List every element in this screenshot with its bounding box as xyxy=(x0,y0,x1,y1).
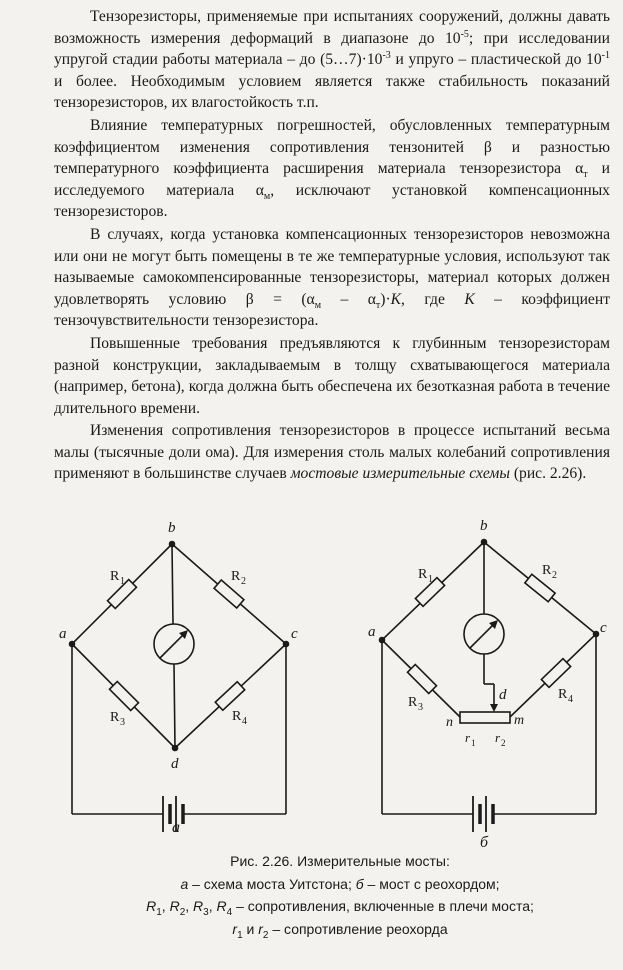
r3-sub: 3 xyxy=(120,717,125,728)
p1-text-4: и более. Необходимым условием является также стабильность показаний тензорезисторов, их влагостойкость т.п. xyxy=(54,72,610,112)
p3-sub-1: м xyxy=(314,299,322,311)
p3-k-symbol-2: K xyxy=(464,290,475,308)
r3-label: R xyxy=(408,695,418,710)
caption-r1: R xyxy=(146,898,157,914)
caption-line-3 xyxy=(60,895,620,918)
caption-r4-sub: 4 xyxy=(226,906,233,918)
figure-b-bridge-with-reochord xyxy=(360,512,620,851)
p1-text-1: Тензорезисторы, применяемые при испытаниях сооружений, должны давать возможность измерения деформаций в диапазоне до 10 xyxy=(54,8,610,47)
resistor-r2 xyxy=(525,574,555,601)
p3-k-symbol-1: K xyxy=(390,290,402,308)
node-c-dot xyxy=(284,642,289,647)
caption-r3-sub: 3 xyxy=(203,906,209,918)
node-a-label: a xyxy=(368,624,376,640)
p3-sub-2: т xyxy=(375,299,381,311)
node-b-label: b xyxy=(168,520,176,536)
caption-rr1-sub: 1 xyxy=(237,929,243,941)
caption-a-letter: а xyxy=(180,875,189,892)
caption-rr2-sub: 2 xyxy=(262,929,269,941)
node-b-dot xyxy=(170,542,175,547)
node-b-label: b xyxy=(480,518,488,534)
p1-sup-1: -5 xyxy=(460,28,469,40)
caption-r1-sub: 1 xyxy=(156,906,162,918)
caption-r2-sub: 2 xyxy=(179,906,186,918)
p2-text-3: , исключают установкой компенсационных тензорезисторов. xyxy=(54,181,610,221)
p2-text-1: Влияние температурных погрешностей, обусловленных температурным коэффициентом изменения сопротивления тензонитей β и разностью температурного коэффициента расширения материала тензорезистора α xyxy=(54,116,610,178)
reochord xyxy=(460,712,510,723)
caption-rr1: r xyxy=(232,920,238,937)
p1-sup-2: -3 xyxy=(382,50,391,61)
caption-r2: R xyxy=(169,898,180,914)
node-d-label: d xyxy=(499,687,507,703)
caption-line-4-text: – сопротивление реохорда xyxy=(268,920,448,937)
resistor-r2 xyxy=(214,580,244,608)
caption-r3: R xyxy=(193,898,204,914)
node-c-label: c xyxy=(600,620,607,636)
node-c-dot xyxy=(594,632,599,637)
p1-sup-3: -1 xyxy=(601,50,610,61)
node-n-label: n xyxy=(446,715,453,730)
figure-a-wheatstone-bridge xyxy=(54,512,324,847)
p5-emphasis: мостовые измерительные схемы xyxy=(290,465,510,483)
p3-text-3: )· xyxy=(380,290,391,308)
node-d-dot xyxy=(173,746,178,751)
paragraph-4: Повышенные требования предъявляются к глубинным тензорезисторам разной конструкции, закладываемым в толщу схватывающегося материала (например, бетона), когда должна быть обеспечена их безотказная работа в течение длительного времени. xyxy=(54,334,610,417)
node-a-dot xyxy=(70,642,75,647)
paragraph-2 xyxy=(54,115,610,223)
figure-b-label: б xyxy=(480,834,489,851)
r2-sub: 2 xyxy=(241,576,246,587)
p3-text-1: В случаях, когда установка компенсационных тензорезисторов невозможна или они не могут быть помещены в те же температурные условия, используют так называемые самокомпенсированные тензорезисторы, материал которых должен удовлетворять условию β = (α xyxy=(54,225,610,308)
r4-sub: 4 xyxy=(568,694,573,705)
caption-b-text: – мост с реохордом; xyxy=(363,875,500,892)
r1-label: R xyxy=(418,567,428,582)
p5-text-2: (рис. 2.26). xyxy=(509,465,587,483)
node-m-label: m xyxy=(514,713,525,728)
wire-galvanometer-d xyxy=(174,664,175,748)
r2-label: R xyxy=(542,563,552,578)
r4-label: R xyxy=(558,687,568,702)
node-c-label: c xyxy=(291,626,298,642)
caption-comma-3: , xyxy=(208,898,217,914)
p3-text-4: , где xyxy=(401,290,465,308)
paragraph-5 xyxy=(54,420,610,485)
resistor-r4 xyxy=(215,682,244,711)
caption-line-2 xyxy=(60,873,620,896)
node-d-label: d xyxy=(171,756,179,772)
caption-title: Рис. 2.26. Измерительные мосты: xyxy=(230,853,450,869)
node-b-dot xyxy=(482,540,487,545)
rr1-sub: 1 xyxy=(471,738,476,748)
figure-a-label: a xyxy=(172,819,180,836)
caption-line-3-text: – сопротивления, включенные в плечи моста; xyxy=(232,898,534,914)
resistor-r3 xyxy=(408,665,437,694)
r1-sub: 1 xyxy=(120,576,125,587)
rr1-label: r xyxy=(465,730,471,745)
p2-sub-2: м xyxy=(263,190,271,202)
node-a-label: a xyxy=(59,626,67,642)
figure-caption xyxy=(60,850,620,940)
caption-b-letter: б xyxy=(355,875,364,892)
r1-sub: 1 xyxy=(428,574,433,585)
r4-sub: 4 xyxy=(242,716,247,727)
rr2-label: r xyxy=(495,730,501,745)
wire-b-galvanometer xyxy=(172,544,173,624)
paragraph-1 xyxy=(54,6,610,114)
caption-a-text: – схема моста Уитстона; xyxy=(188,875,356,892)
p2-sub-1: т xyxy=(583,169,588,181)
r3-label: R xyxy=(110,710,120,725)
resistor-r3 xyxy=(110,682,139,711)
r2-sub: 2 xyxy=(552,570,557,581)
r4-label: R xyxy=(232,709,242,724)
rr2-sub: 2 xyxy=(501,738,506,748)
body-text xyxy=(54,6,610,485)
node-a-dot xyxy=(380,638,385,643)
caption-comma-1: , xyxy=(161,898,170,914)
p3-text-2: – α xyxy=(321,290,376,308)
p3-text-5: – коэффициент тензочувствительности тензорезистора. xyxy=(54,290,611,330)
p5-text-1: Изменения сопротивления тензорезисторов в процессе испытаний весьма малы (тысячные доли ома). Для измерения столь малых колебаний сопротивления применяют в большинстве случаев xyxy=(54,422,610,483)
r3-sub: 3 xyxy=(418,702,423,713)
paragraph-3 xyxy=(54,224,610,332)
caption-comma-2: , xyxy=(185,898,194,914)
r2-label: R xyxy=(231,569,241,584)
caption-and: и xyxy=(242,920,259,937)
p1-text-3: и упруго – пластической до 10 xyxy=(390,51,602,69)
caption-r4: R xyxy=(216,898,227,914)
caption-line-4 xyxy=(60,918,620,941)
p2-text-2: и исследуемого материала α xyxy=(54,160,610,199)
slider-contact-arrow xyxy=(490,704,498,712)
caption-rr2: r xyxy=(258,920,263,937)
r1-label: R xyxy=(110,569,120,584)
resistor-r4 xyxy=(541,659,570,688)
p1-text-2: ; при исследовании упругой стадии работы материала – до (5…7)·10 xyxy=(54,29,610,69)
